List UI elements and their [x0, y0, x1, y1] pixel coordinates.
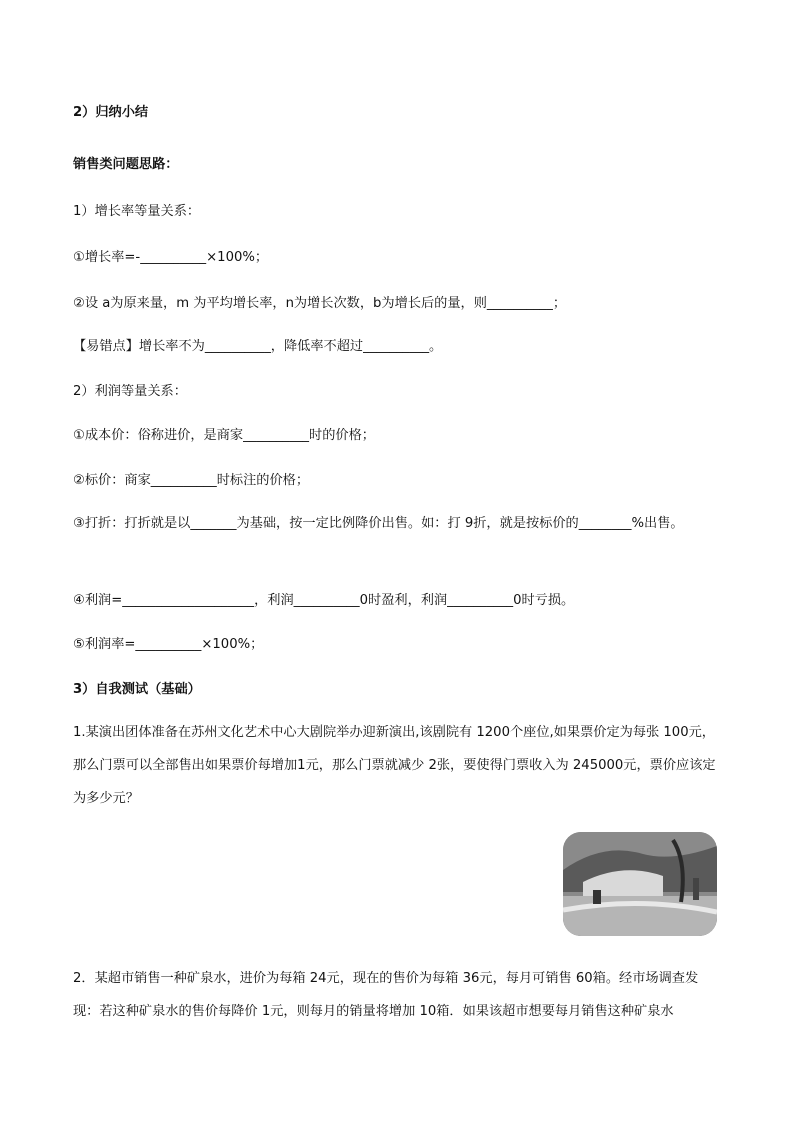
problem-1: 1.某演出团体准备在苏州文化艺术中心大剧院举办迎新演出,该剧院有 1200个座位,如果票价定为每张 100元，那么门票可以全部售出如果票价每增加1元，那么门票就减少 2张，要使得门票收入为 245000元，票价应该定为多少元？ — [73, 725, 716, 806]
profit-item-3: ③打折：打折就是以_______为基础，按一定比例降价出售。如：打 9折，就是按标价的________%出售。 — [73, 516, 684, 531]
error-point: 【易错点】增长率不为__________，降低率不超过__________。 — [73, 339, 443, 354]
theater-photo-image — [563, 832, 717, 936]
profit-item-5: ⑤利润率=__________×100%； — [73, 637, 264, 652]
section-title-self-test: 3）自我测试（基础） — [73, 682, 201, 697]
profit-item-2: ②标价：商家__________时标注的价格； — [73, 473, 310, 488]
theater-photo — [563, 832, 717, 936]
profit-item-4: ④利润=____________________，利润__________0时盈利，利润__________0时亏损。 — [73, 593, 575, 608]
problem-2: 2．某超市销售一种矿泉水，进价为每箱 24元，现在的售价为每箱 36元，每月可销售 60箱。经市场调查发现：若这种矿泉水的售价每降价 1元，则每月的销量将增加 10箱．如果该超市想要每月销售这种矿泉水 — [73, 971, 699, 1019]
sales-title: 销售类问题思路： — [73, 157, 179, 172]
growth-item-2: ②设 a为原来量，m 为平均增长率，n为增长次数，b为增长后的量，则__________； — [73, 296, 567, 311]
profit-item-1: ①成本价：俗称进价，是商家__________时的价格； — [73, 428, 375, 443]
section-title-summary: 2）归纳小结 — [73, 105, 149, 120]
growth-title: 1）增长率等量关系： — [73, 204, 201, 219]
growth-item-1: ①增长率=-__________×100%； — [73, 250, 269, 265]
profit-title: 2）利润等量关系： — [73, 384, 187, 399]
